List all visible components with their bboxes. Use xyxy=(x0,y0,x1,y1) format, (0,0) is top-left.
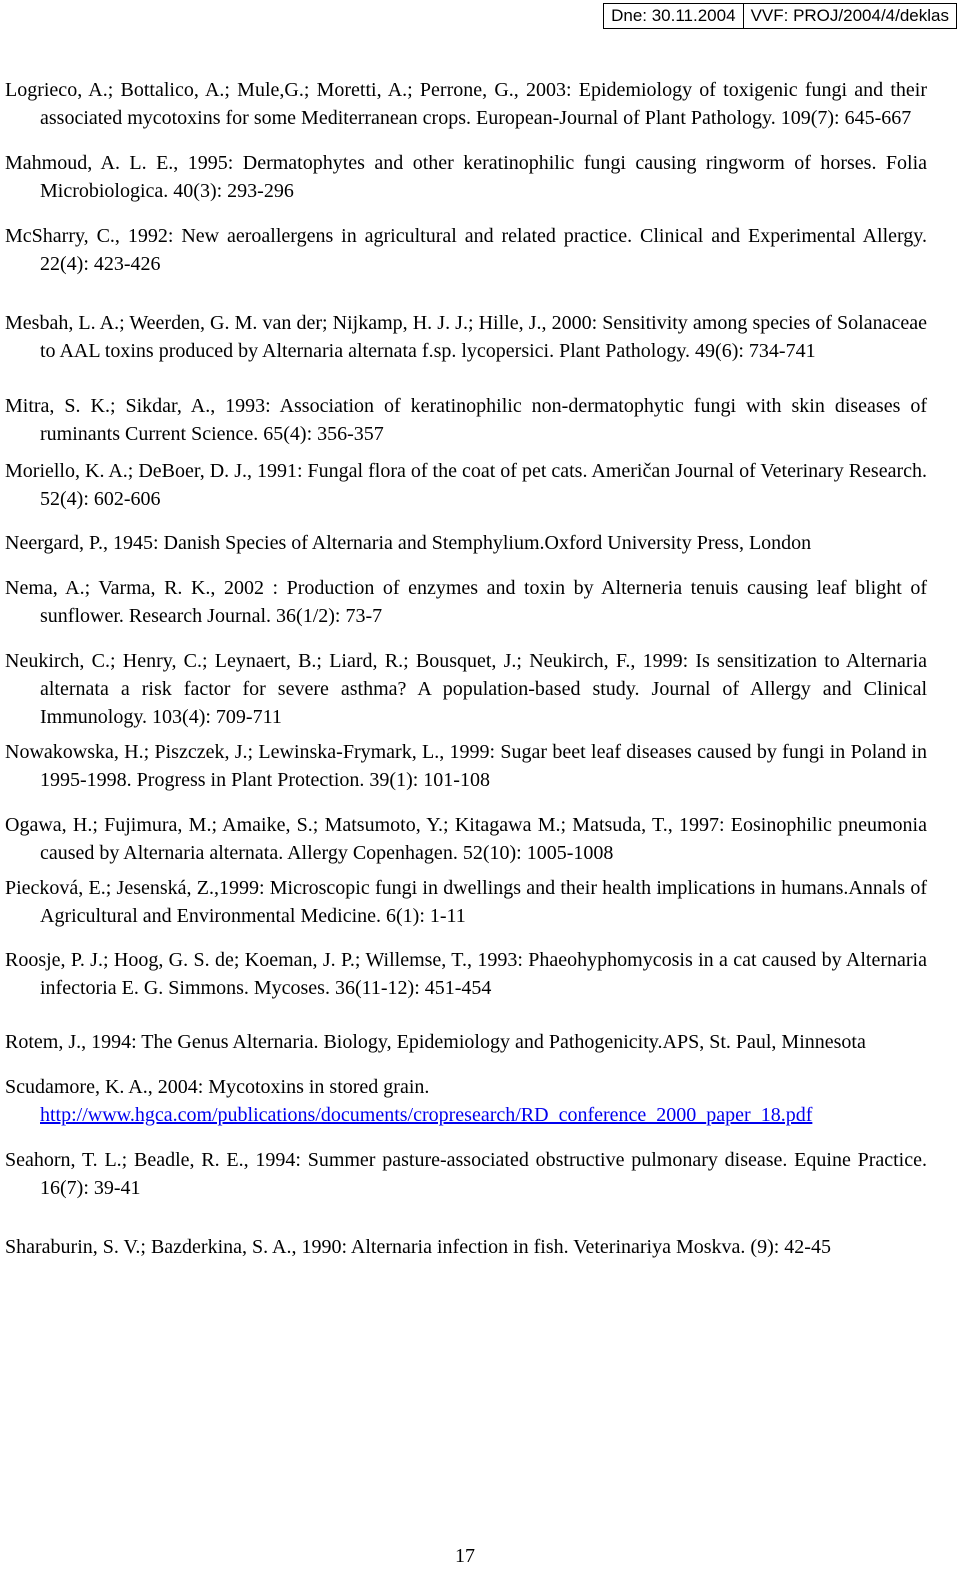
reference-neergard: Neergard, P., 1945: Danish Species of Alternaria and Stemphylium.Oxford University Press, London xyxy=(5,532,812,554)
reference-scudamore-text: Scudamore, K. A., 2004: Mycotoxins in stored grain. xyxy=(5,1076,430,1098)
reference-neukirch: Neukirch, C.; Henry, C.; Leynaert, B.; Liard, R.; Bousquet, J.; Neukirch, F., 1999: Is sensitization to Alternaria alternata a risk factor for severe asthma? A population-based study. Journal of Allergy and Clinical Immunology. 103(4): 709-711 xyxy=(5,650,927,728)
reference-list xyxy=(5,76,927,1261)
header-project: VVF: PROJ/2004/4/deklas xyxy=(743,4,956,28)
reference-roosje: Roosje, P. J.; Hoog, G. S. de; Koeman, J. P.; Willemse, T., 1993: Phaeohyphomycosis in a cat caused by Alternaria infectoria E. G. Simmons. Mycoses. 36(11-12): 451-454 xyxy=(5,949,927,999)
reference-mahmoud: Mahmoud, A. L. E., 1995: Dermatophytes and other keratinophilic fungi causing ringworm of horses. Folia Microbiologica. 40(3): 293-296 xyxy=(5,152,927,202)
header-date: Dne: 30.11.2004 xyxy=(611,6,736,25)
reference-moriello: Moriello, K. A.; DeBoer, D. J., 1991: Fungal flora of the coat of pet cats. Američan Journal of Veterinary Research. 52(4): 602-606 xyxy=(5,460,927,510)
document-header xyxy=(603,3,957,29)
page-number: 17 xyxy=(455,1545,475,1567)
reference-seahorn: Seahorn, T. L.; Beadle, R. E., 1994: Summer pasture-associated obstructive pulmonary disease. Equine Practice. 16(7): 39-41 xyxy=(5,1149,927,1199)
reference-mesbah: Mesbah, L. A.; Weerden, G. M. van der; Nijkamp, H. J. J.; Hille, J., 2000: Sensitivity among species of Solanaceae to AAL toxins produced by Alternaria alternata f.sp. lycopersici. Plant Pathology. 49(6): 734-741 xyxy=(5,312,927,362)
reference-sharaburin: Sharaburin, S. V.; Bazderkina, S. A., 1990: Alternaria infection in fish. Veterinariya Moskva. (9): 42-45 xyxy=(5,1236,831,1258)
reference-pieckova: Piecková, E.; Jesenská, Z.,1999: Microscopic fungi in dwellings and their health implications in humans.Annals of Agricultural and Environmental Medicine. 6(1): 1-11 xyxy=(5,877,927,927)
reference-mitra: Mitra, S. K.; Sikdar, A., 1993: Association of keratinophilic non-dermatophytic fungi with skin diseases of ruminants Current Science. 65(4): 356-357 xyxy=(5,395,927,445)
reference-logrieco: Logrieco, A.; Bottalico, A.; Mule,G.; Moretti, A.; Perrone, G., 2003: Epidemiology of toxigenic fungi and their associated mycotoxins for some Mediterranean crops. European-Journal of Plant Pathology. 109(7): 645-667 xyxy=(5,79,927,129)
reference-mcsharry: McSharry, C., 1992: New aeroallergens in agricultural and related practice. Clinical and Experimental Allergy. 22(4): 423-426 xyxy=(5,225,927,275)
reference-scudamore xyxy=(5,1073,927,1129)
reference-rotem: Rotem, J., 1994: The Genus Alternaria. Biology, Epidemiology and Pathogenicity.APS, St. Paul, Minnesota xyxy=(5,1031,866,1053)
reference-ogawa: Ogawa, H.; Fujimura, M.; Amaike, S.; Matsumoto, Y.; Kitagawa M.; Matsuda, T., 1997: Eosinophilic pneumonia caused by Alternaria alternata. Allergy Copenhagen. 52(10): 1005-1008 xyxy=(5,814,927,864)
reference-nowakowska: Nowakowska, H.; Piszczek, J.; Lewinska-Frymark, L., 1999: Sugar beet leaf diseases caused by fungi in Poland in 1995-1998. Progress in Plant Protection. 39(1): 101-108 xyxy=(5,741,927,791)
scudamore-url-link[interactable]: http://www.hgca.com/publications/documents/cropresearch/RD_conference_2000_paper_18.pdf xyxy=(40,1104,813,1126)
reference-nema: Nema, A.; Varma, R. K., 2002 : Production of enzymes and toxin by Alterneria tenuis causing leaf blight of sunflower. Research Journal. 36(1/2): 73-7 xyxy=(5,577,927,627)
